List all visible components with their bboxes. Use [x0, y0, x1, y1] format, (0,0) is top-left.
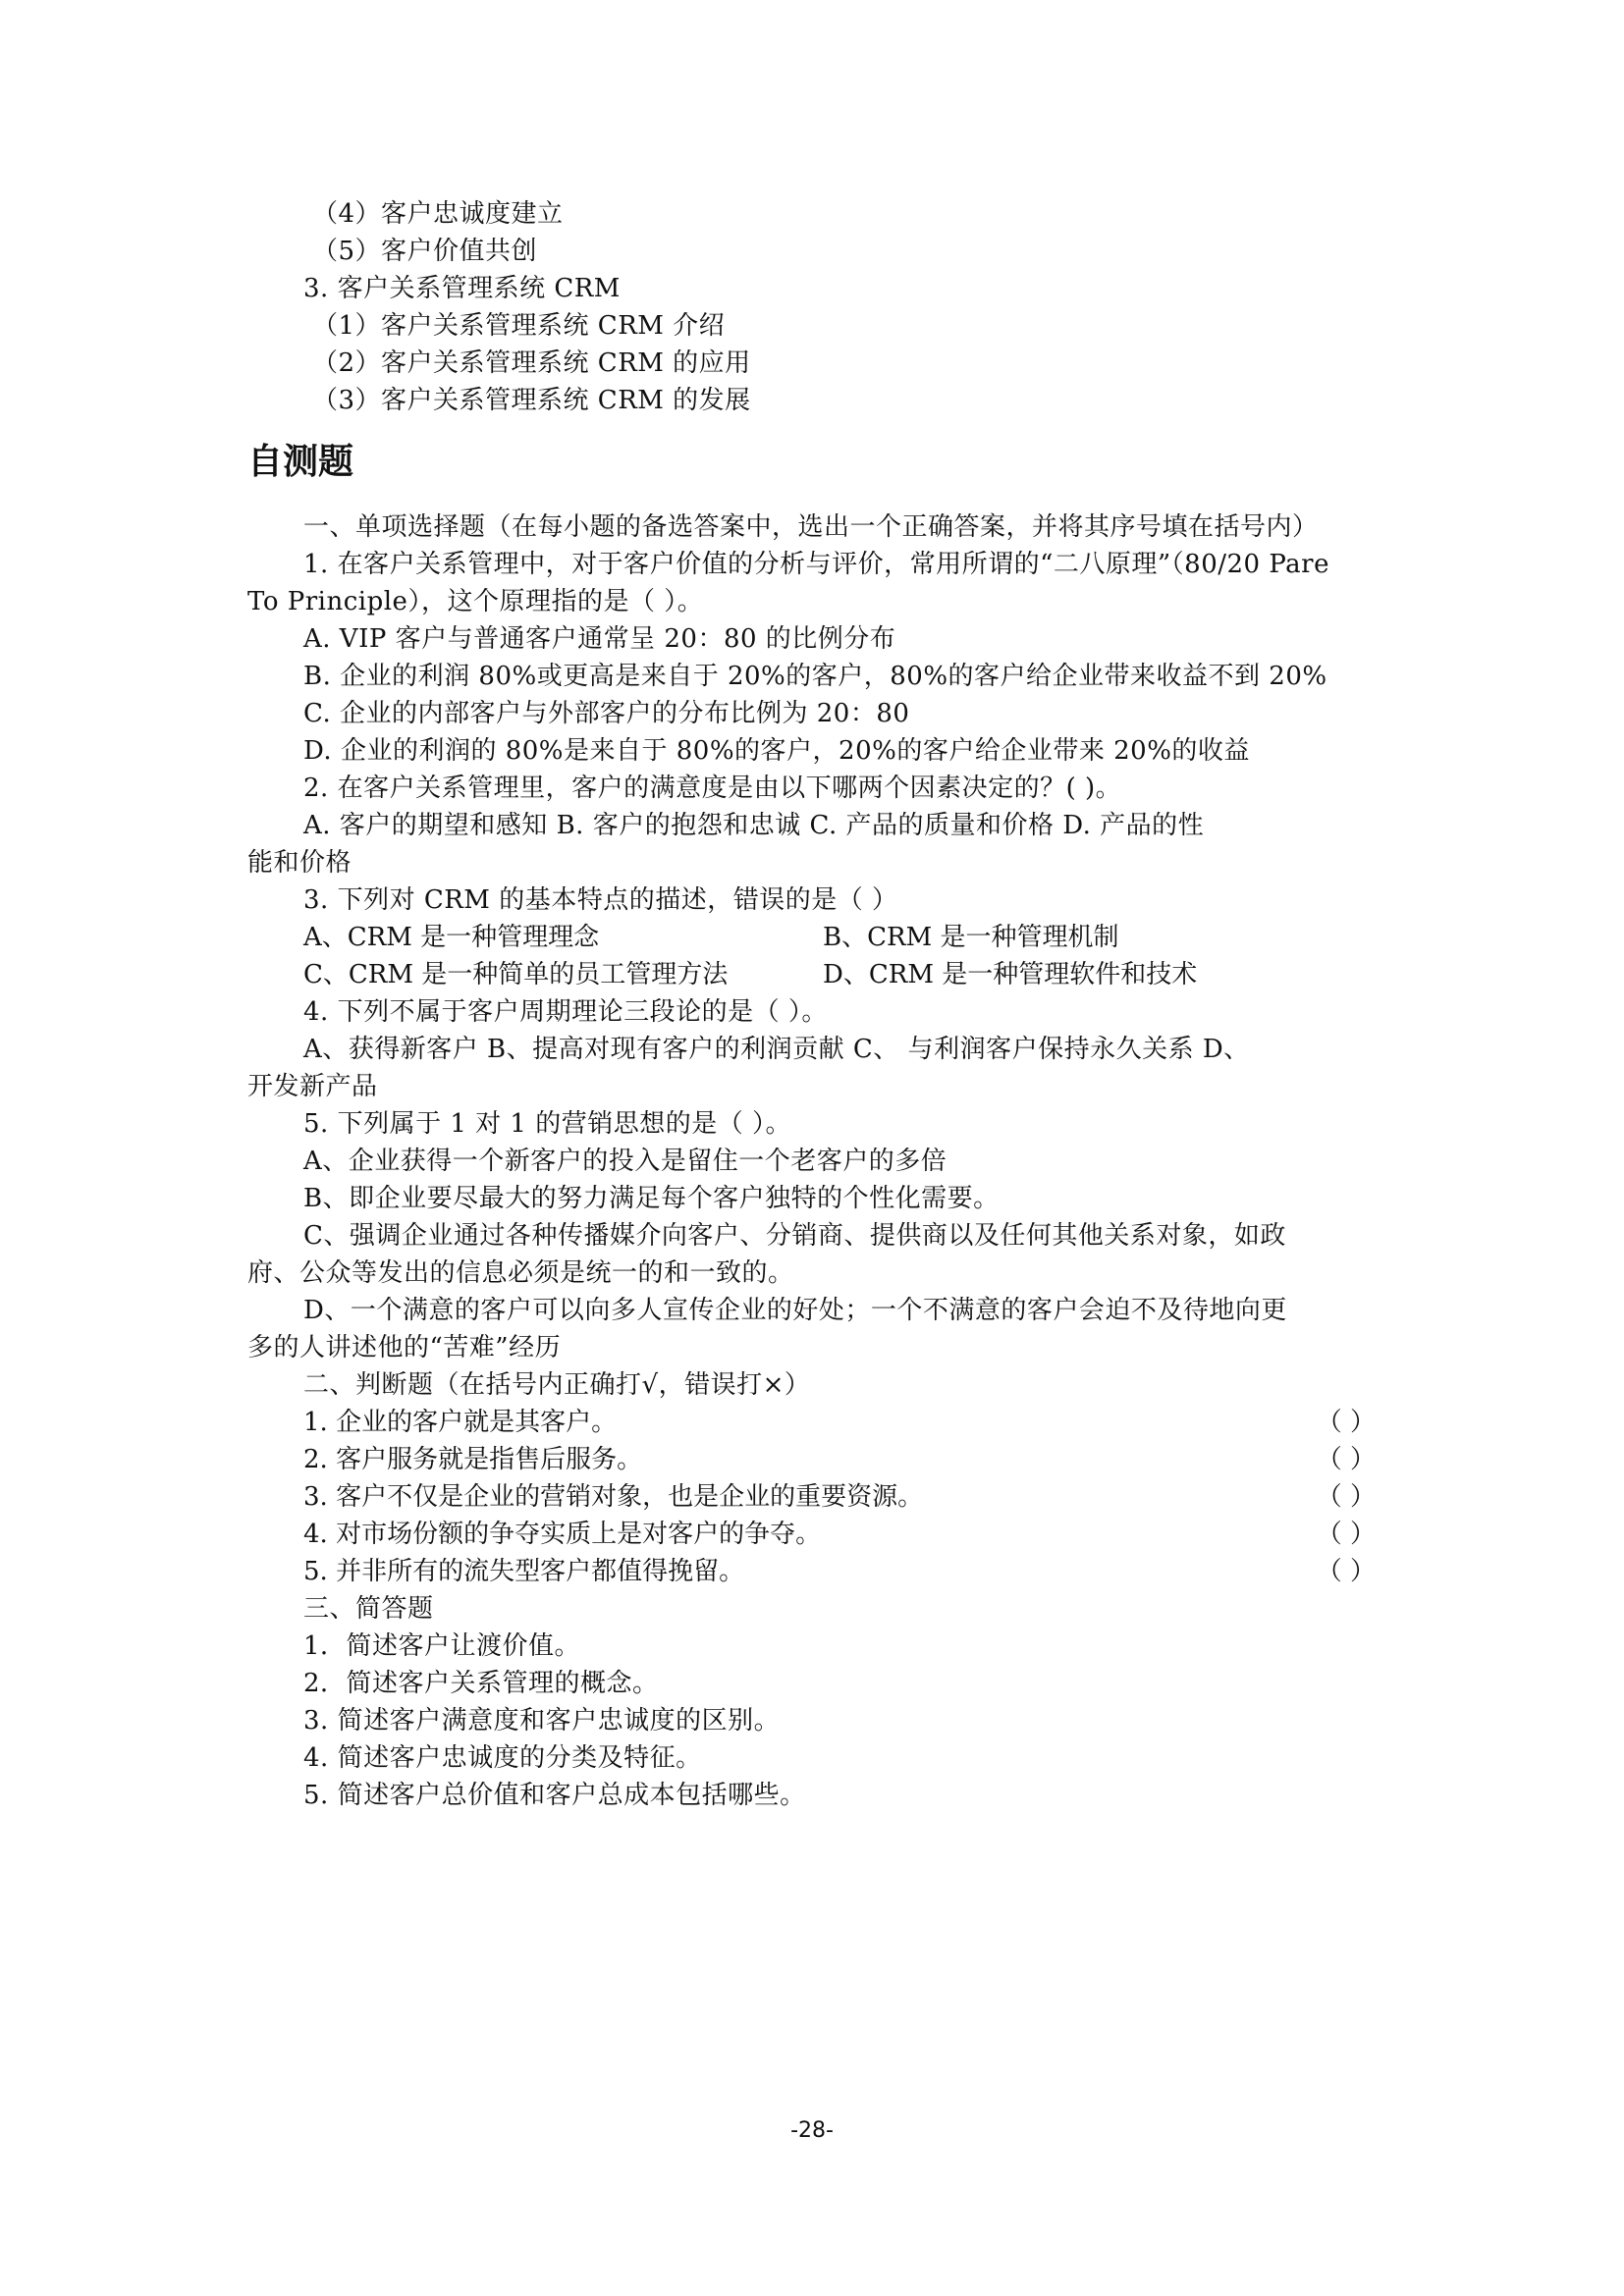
- answer-blank: （ ）: [1316, 1408, 1376, 1437]
- question-2-options-cont: 能和价格: [247, 848, 352, 878]
- question-4-options: A、获得新客户 B、提高对现有客户的利润贡献 C、 与利润客户保持永久关系 D、: [303, 1035, 1250, 1064]
- section-title: 自测题: [247, 442, 354, 482]
- question-1-stem-cont: To Principle），这个原理指的是（ ）。: [247, 587, 704, 616]
- outline-item: （5）客户价值共创: [312, 237, 538, 266]
- question-3-stem: 3. 下列对 CRM 的基本特点的描述，错误的是（ ）: [303, 885, 898, 915]
- question-2-stem: 2. 在客户关系管理里，客户的满意度是由以下哪两个因素决定的？( )。: [303, 774, 1122, 803]
- answer-blank: （ ）: [1316, 1557, 1376, 1586]
- page-number: -28-: [790, 2118, 834, 2143]
- true-false-statement: 5. 并非所有的流失型客户都值得挽留。: [303, 1557, 745, 1586]
- outline-item: （2）客户关系管理系统 CRM 的应用: [312, 348, 751, 378]
- short-answer-item: 4. 简述客户忠诚度的分类及特征。: [303, 1743, 702, 1773]
- single-choice-header: 一、单项选择题（在每小题的备选答案中，选出一个正确答案，并将其序号填在括号内）: [303, 512, 1319, 542]
- question-5-option-a: A、企业获得一个新客户的投入是留住一个老客户的多倍: [303, 1147, 947, 1176]
- question-3-option-a: A、CRM 是一种管理理念: [303, 923, 600, 952]
- outline-item: 3. 客户关系管理系统 CRM: [303, 274, 621, 303]
- question-3-option-c: C、CRM 是一种简单的员工管理方法: [303, 960, 729, 989]
- outline-item: （4）客户忠诚度建立: [312, 199, 564, 229]
- question-4-stem: 4. 下列不属于客户周期理论三段论的是（ ）。: [303, 997, 828, 1027]
- question-5-option-b: B、即企业要尽最大的努力满足每个客户独特的个性化需要。: [303, 1184, 1000, 1213]
- short-answer-item: 3. 简述客户满意度和客户忠诚度的区别。: [303, 1706, 781, 1735]
- short-answer-item: 5. 简述客户总价值和客户总成本包括哪些。: [303, 1781, 806, 1810]
- question-5-option-d-cont: 多的人讲述他的“苦难”经历: [247, 1333, 562, 1362]
- question-1-option-c: C. 企业的内部客户与外部客户的分布比例为 20：80: [303, 699, 910, 728]
- question-5-option-c-cont: 府、公众等发出的信息必须是统一的和一致的。: [247, 1258, 794, 1288]
- short-answer-header: 三、简答题: [303, 1594, 434, 1624]
- answer-blank: （ ）: [1316, 1482, 1376, 1512]
- short-answer-item: 2．简述客户关系管理的概念。: [303, 1669, 659, 1698]
- question-1-option-d: D. 企业的利润的 80%是来自于 80%的客户，20%的客户给企业带来 20%的收益: [303, 736, 1250, 766]
- true-false-header: 二、判断题（在括号内正确打√，错误打×）: [303, 1370, 811, 1400]
- true-false-statement: 3. 客户不仅是企业的营销对象，也是企业的重要资源。: [303, 1482, 924, 1512]
- question-2-options: A. 客户的期望和感知 B. 客户的抱怨和忠诚 C. 产品的质量和价格 D. 产品的性: [303, 811, 1205, 840]
- question-4-options-cont: 开发新产品: [247, 1072, 378, 1101]
- true-false-statement: 1. 企业的客户就是其客户。: [303, 1408, 618, 1437]
- question-1-option-b: B. 企业的利润 80%或更高是来自于 20%的客户，80%的客户给企业带来收益不到 20%: [303, 662, 1327, 691]
- question-3-option-b: B、CRM 是一种管理机制: [823, 923, 1119, 952]
- question-3-option-d: D、CRM 是一种管理软件和技术: [823, 960, 1198, 989]
- question-5-stem: 5. 下列属于 1 对 1 的营销思想的是（ ）。: [303, 1109, 791, 1139]
- answer-blank: （ ）: [1316, 1445, 1376, 1474]
- answer-blank: （ ）: [1316, 1520, 1376, 1549]
- outline-item: （1）客户关系管理系统 CRM 介绍: [312, 311, 726, 341]
- question-5-option-c: C、强调企业通过各种传播媒介向客户、分销商、提供商以及任何其他关系对象，如政: [303, 1221, 1286, 1251]
- short-answer-item: 1．简述客户让渡价值。: [303, 1631, 581, 1661]
- true-false-statement: 4. 对市场份额的争夺实质上是对客户的争夺。: [303, 1520, 822, 1549]
- outline-item: （3）客户关系管理系统 CRM 的发展: [312, 386, 751, 415]
- true-false-statement: 2. 客户服务就是指售后服务。: [303, 1445, 643, 1474]
- question-1-stem: 1. 在客户关系管理中，对于客户价值的分析与评价，常用所谓的“二八原理”（80/20 Pare: [303, 550, 1329, 579]
- question-5-option-d: D、一个满意的客户可以向多人宣传企业的好处；一个不满意的客户会迫不及待地向更: [303, 1296, 1287, 1325]
- question-1-option-a: A. VIP 客户与普通客户通常呈 20：80 的比例分布: [303, 624, 896, 654]
